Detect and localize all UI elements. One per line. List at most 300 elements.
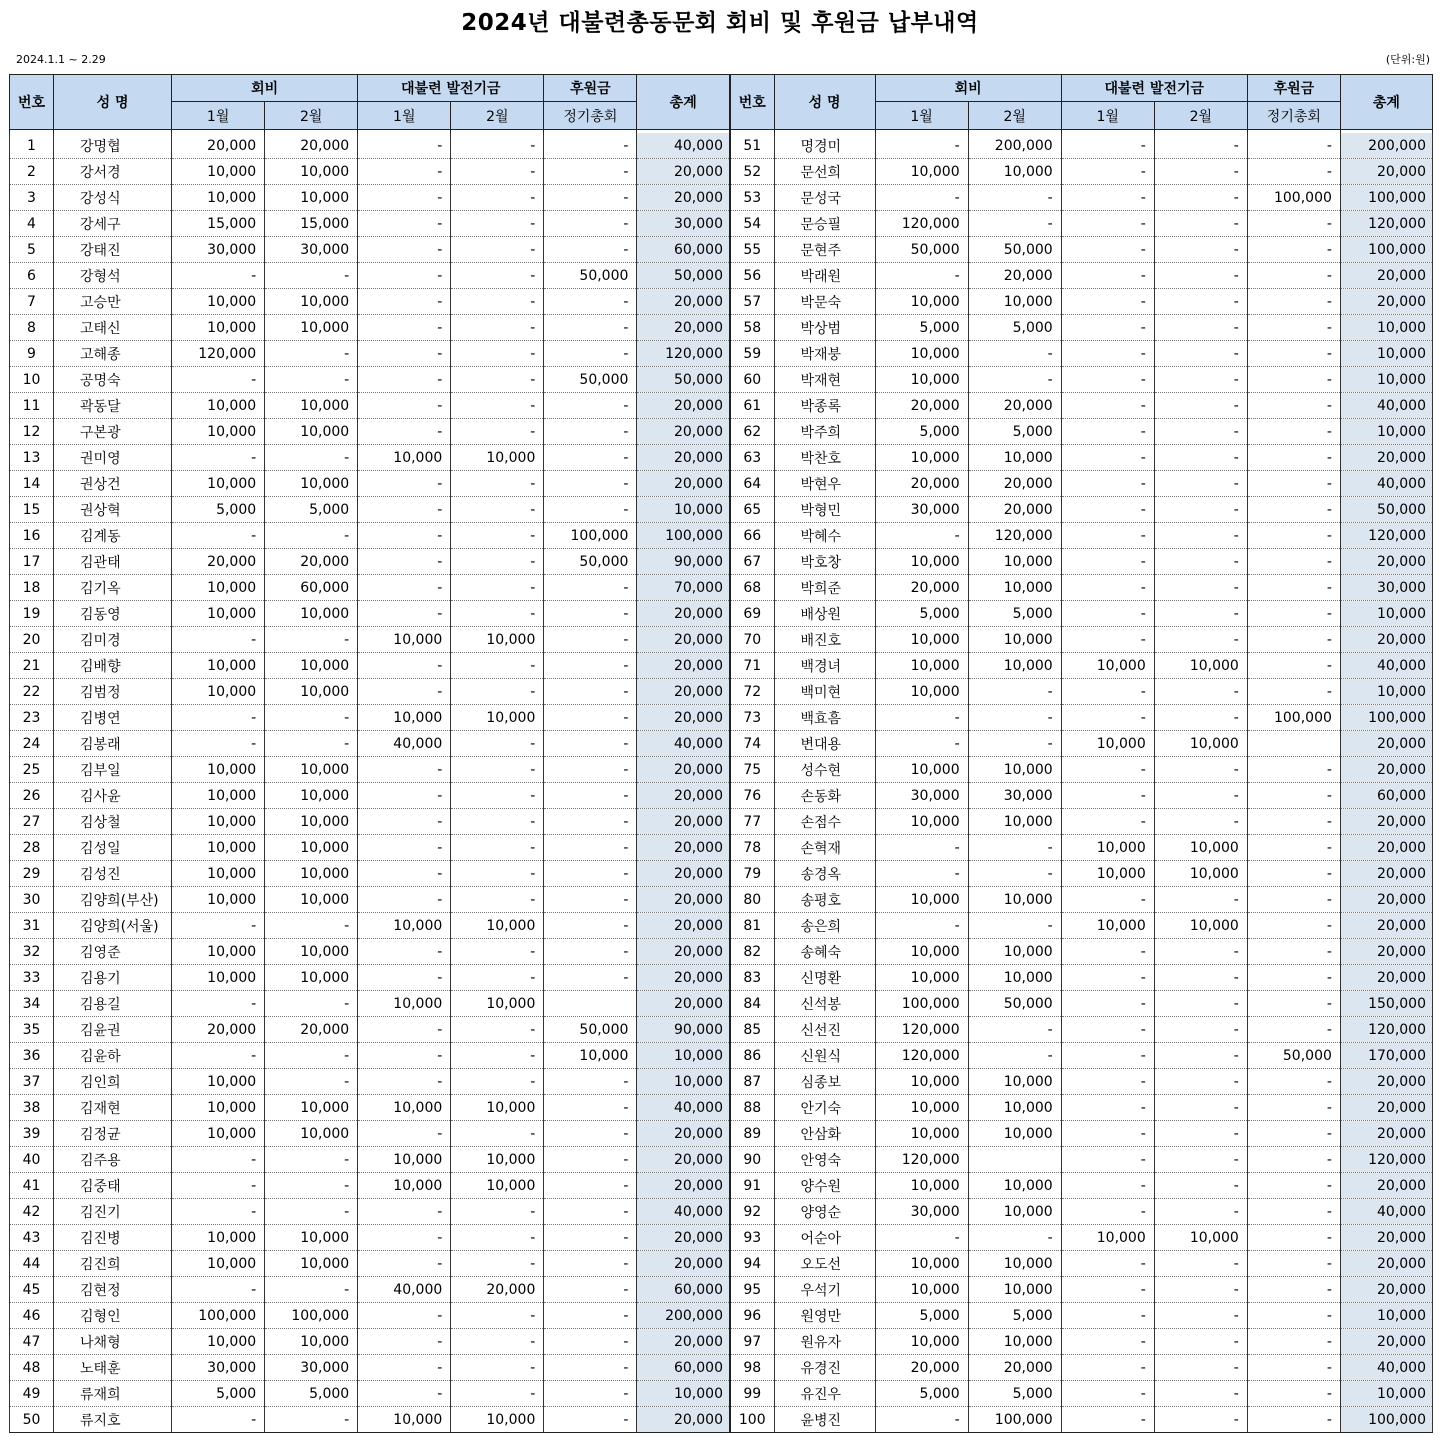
fee-jan: 10,000 — [172, 1069, 265, 1095]
table-row — [10, 341, 1433, 367]
table-row — [10, 523, 1433, 549]
fund-jan: - — [358, 133, 451, 159]
fee-feb: 10,000 — [265, 783, 358, 809]
fund-jan: - — [358, 1355, 451, 1381]
member-name: 문현주 — [774, 237, 875, 263]
fee-jan: 10,000 — [875, 159, 968, 185]
row-number: 81 — [730, 913, 774, 939]
row-number: 52 — [730, 159, 774, 185]
member-name: 백미현 — [774, 679, 875, 705]
member-name: 강세구 — [54, 211, 172, 237]
donation-meeting: 50,000 — [544, 1017, 637, 1043]
row-total: 20,000 — [1340, 263, 1432, 289]
table-row — [10, 887, 1433, 913]
row-number: 24 — [10, 731, 54, 757]
donation-meeting: - — [544, 1225, 637, 1251]
table-row — [10, 393, 1433, 419]
fee-feb: - — [265, 445, 358, 471]
member-name: 유경진 — [774, 1355, 875, 1381]
row-total: 10,000 — [1340, 1303, 1432, 1329]
row-number: 93 — [730, 1225, 774, 1251]
fee-jan: 30,000 — [875, 497, 968, 523]
donation-meeting — [1247, 731, 1340, 757]
row-total: 20,000 — [637, 289, 730, 315]
row-total: 20,000 — [637, 1121, 730, 1147]
fund-jan: - — [358, 185, 451, 211]
row-total: 20,000 — [1340, 731, 1432, 757]
header-donation: 후원금 — [544, 75, 637, 102]
row-total: 200,000 — [637, 1303, 730, 1329]
row-total: 20,000 — [637, 627, 730, 653]
donation-meeting: - — [544, 497, 637, 523]
fee-jan: - — [875, 133, 968, 159]
header-no: 번호 — [730, 75, 774, 130]
table-row — [10, 367, 1433, 393]
fund-jan: - — [1061, 393, 1154, 419]
fund-jan: - — [358, 1329, 451, 1355]
fund-feb: - — [1154, 627, 1247, 653]
table-row — [10, 1381, 1433, 1407]
fund-jan: - — [358, 939, 451, 965]
fund-jan: - — [1061, 211, 1154, 237]
member-name: 김범정 — [54, 679, 172, 705]
fee-feb: - — [265, 341, 358, 367]
fee-jan: 100,000 — [172, 1303, 265, 1329]
donation-meeting: - — [1247, 263, 1340, 289]
row-total: 20,000 — [1340, 1069, 1432, 1095]
fee-feb: - — [968, 679, 1061, 705]
row-number: 59 — [730, 341, 774, 367]
row-total: 20,000 — [1340, 913, 1432, 939]
fund-feb: - — [1154, 1303, 1247, 1329]
fund-jan: 10,000 — [1061, 1225, 1154, 1251]
donation-meeting: - — [1247, 1355, 1340, 1381]
fee-feb: 20,000 — [968, 471, 1061, 497]
row-number: 92 — [730, 1199, 774, 1225]
fee-feb: - — [265, 1043, 358, 1069]
fund-feb: - — [1154, 1355, 1247, 1381]
period-label: 2024.1.1 ~ 2.29 — [16, 53, 106, 66]
fee-jan: 20,000 — [875, 393, 968, 419]
fund-feb: 20,000 — [451, 1277, 544, 1303]
fund-jan: - — [358, 783, 451, 809]
row-number: 97 — [730, 1329, 774, 1355]
header-total: 총계 — [1340, 75, 1432, 130]
fund-jan: - — [358, 1381, 451, 1407]
fund-feb: - — [451, 1043, 544, 1069]
fund-jan: - — [1061, 1251, 1154, 1277]
fund-jan: 10,000 — [1061, 731, 1154, 757]
member-name: 신명환 — [774, 965, 875, 991]
row-total: 40,000 — [637, 133, 730, 159]
fund-feb: - — [451, 965, 544, 991]
row-number: 34 — [10, 991, 54, 1017]
row-number: 67 — [730, 549, 774, 575]
donation-meeting: - — [544, 1147, 637, 1173]
row-total: 40,000 — [1340, 1355, 1432, 1381]
fund-jan: 40,000 — [358, 1277, 451, 1303]
table-row — [10, 757, 1433, 783]
donation-meeting: - — [544, 783, 637, 809]
table-row — [10, 1043, 1433, 1069]
row-total: 20,000 — [637, 1225, 730, 1251]
fee-jan: 50,000 — [875, 237, 968, 263]
member-name: 김진기 — [54, 1199, 172, 1225]
donation-meeting: - — [544, 1355, 637, 1381]
row-number: 9 — [10, 341, 54, 367]
row-total: 20,000 — [1340, 1173, 1432, 1199]
member-name: 명경미 — [774, 133, 875, 159]
fee-jan: 10,000 — [172, 159, 265, 185]
fund-feb: - — [451, 341, 544, 367]
table-row — [10, 133, 1433, 159]
fee-feb: - — [968, 913, 1061, 939]
fund-feb: - — [451, 809, 544, 835]
row-total: 20,000 — [637, 315, 730, 341]
donation-meeting: - — [544, 757, 637, 783]
fund-feb: - — [451, 159, 544, 185]
donation-meeting: - — [544, 133, 637, 159]
fund-jan: - — [1061, 783, 1154, 809]
member-name: 송경옥 — [774, 861, 875, 887]
fund-feb: - — [451, 263, 544, 289]
fund-jan: - — [358, 419, 451, 445]
fee-feb: - — [265, 523, 358, 549]
table-row — [10, 965, 1433, 991]
member-name: 안기숙 — [774, 1095, 875, 1121]
donation-meeting: - — [544, 159, 637, 185]
row-total: 170,000 — [1340, 1043, 1432, 1069]
table-row — [10, 1199, 1433, 1225]
fee-jan: 20,000 — [875, 1355, 968, 1381]
fee-feb: 10,000 — [265, 1095, 358, 1121]
fund-jan: - — [1061, 497, 1154, 523]
donation-meeting: 50,000 — [1247, 1043, 1340, 1069]
fund-jan: - — [1061, 445, 1154, 471]
row-total: 120,000 — [1340, 1147, 1432, 1173]
header-fund-jan: 1월 — [1061, 102, 1154, 130]
fund-feb: - — [1154, 1043, 1247, 1069]
member-name: 원영만 — [774, 1303, 875, 1329]
member-name: 신선진 — [774, 1017, 875, 1043]
row-total: 10,000 — [1340, 367, 1432, 393]
row-number: 29 — [10, 861, 54, 887]
donation-meeting: - — [1247, 1121, 1340, 1147]
row-total: 40,000 — [1340, 1199, 1432, 1225]
fee-feb: - — [968, 211, 1061, 237]
fee-feb: 20,000 — [968, 263, 1061, 289]
row-number: 42 — [10, 1199, 54, 1225]
fund-jan: - — [1061, 159, 1154, 185]
row-number: 85 — [730, 1017, 774, 1043]
fee-jan: 20,000 — [172, 133, 265, 159]
fund-jan: - — [1061, 1355, 1154, 1381]
row-number: 69 — [730, 601, 774, 627]
row-number: 84 — [730, 991, 774, 1017]
row-total: 20,000 — [637, 185, 730, 211]
table-row — [10, 1225, 1433, 1251]
member-name: 김형인 — [54, 1303, 172, 1329]
member-name: 송평호 — [774, 887, 875, 913]
row-number: 8 — [10, 315, 54, 341]
fund-jan: - — [1061, 1303, 1154, 1329]
donation-meeting: - — [544, 185, 637, 211]
table-row — [10, 211, 1433, 237]
fund-feb: - — [451, 1381, 544, 1407]
fee-feb: 10,000 — [968, 549, 1061, 575]
row-total: 100,000 — [1340, 185, 1432, 211]
fund-jan: - — [1061, 341, 1154, 367]
fee-jan: 10,000 — [875, 887, 968, 913]
row-number: 76 — [730, 783, 774, 809]
fund-jan: - — [1061, 367, 1154, 393]
row-number: 79 — [730, 861, 774, 887]
member-name: 박주희 — [774, 419, 875, 445]
donation-meeting: - — [1247, 367, 1340, 393]
fee-jan: 10,000 — [875, 653, 968, 679]
member-name: 강형석 — [54, 263, 172, 289]
donation-meeting: 50,000 — [544, 367, 637, 393]
row-total: 10,000 — [1340, 679, 1432, 705]
fund-feb: - — [1154, 1173, 1247, 1199]
member-name: 문승필 — [774, 211, 875, 237]
fund-jan: - — [1061, 757, 1154, 783]
table-row — [10, 939, 1433, 965]
fund-feb: - — [451, 133, 544, 159]
row-number: 78 — [730, 835, 774, 861]
fee-feb: - — [968, 341, 1061, 367]
fee-jan: 10,000 — [875, 757, 968, 783]
fee-jan: 5,000 — [875, 419, 968, 445]
donation-meeting: 100,000 — [1247, 185, 1340, 211]
row-number: 71 — [730, 653, 774, 679]
fund-feb: - — [451, 1069, 544, 1095]
donation-meeting: - — [1247, 809, 1340, 835]
row-number: 47 — [10, 1329, 54, 1355]
member-name: 김관태 — [54, 549, 172, 575]
member-name: 류재희 — [54, 1381, 172, 1407]
table-row — [10, 1355, 1433, 1381]
fund-feb: - — [1154, 991, 1247, 1017]
member-name: 변대용 — [774, 731, 875, 757]
row-total: 20,000 — [637, 991, 730, 1017]
fee-jan: 10,000 — [172, 783, 265, 809]
row-number: 6 — [10, 263, 54, 289]
fee-feb: 10,000 — [265, 1121, 358, 1147]
member-name: 김정균 — [54, 1121, 172, 1147]
row-number: 60 — [730, 367, 774, 393]
row-number: 40 — [10, 1147, 54, 1173]
table-row — [10, 731, 1433, 757]
fee-jan: - — [172, 705, 265, 731]
row-total: 200,000 — [1340, 133, 1432, 159]
member-name: 강태진 — [54, 237, 172, 263]
fund-feb: 10,000 — [451, 1147, 544, 1173]
fund-feb: 10,000 — [451, 627, 544, 653]
fee-feb: 10,000 — [265, 419, 358, 445]
fee-jan: 10,000 — [172, 1121, 265, 1147]
fee-feb: 10,000 — [968, 1121, 1061, 1147]
member-name: 고태신 — [54, 315, 172, 341]
row-number: 87 — [730, 1069, 774, 1095]
fee-feb: - — [265, 367, 358, 393]
fee-feb: 50,000 — [968, 237, 1061, 263]
member-name: 박재현 — [774, 367, 875, 393]
fee-feb: 5,000 — [265, 497, 358, 523]
table-row — [10, 1251, 1433, 1277]
row-total: 20,000 — [1340, 1225, 1432, 1251]
row-number: 4 — [10, 211, 54, 237]
donation-meeting: - — [1247, 1277, 1340, 1303]
row-number: 35 — [10, 1017, 54, 1043]
fee-jan: 10,000 — [172, 601, 265, 627]
donation-meeting: - — [1247, 679, 1340, 705]
donation-meeting: - — [544, 1095, 637, 1121]
row-total: 20,000 — [1340, 1329, 1432, 1355]
fee-feb: 10,000 — [265, 757, 358, 783]
donation-meeting: - — [1247, 1329, 1340, 1355]
fund-jan: - — [1061, 679, 1154, 705]
row-number: 70 — [730, 627, 774, 653]
fee-feb: 10,000 — [968, 1095, 1061, 1121]
row-number: 55 — [730, 237, 774, 263]
fee-feb: 60,000 — [265, 575, 358, 601]
row-total: 100,000 — [637, 523, 730, 549]
fee-feb: 20,000 — [265, 1017, 358, 1043]
donation-meeting: - — [544, 731, 637, 757]
fund-feb: - — [451, 185, 544, 211]
fund-feb: 10,000 — [451, 445, 544, 471]
row-total: 20,000 — [1340, 965, 1432, 991]
fund-jan: 10,000 — [358, 913, 451, 939]
donation-meeting: - — [544, 1251, 637, 1277]
fund-jan: - — [1061, 939, 1154, 965]
row-total: 20,000 — [637, 419, 730, 445]
fund-jan: - — [1061, 1069, 1154, 1095]
donation-meeting: - — [1247, 549, 1340, 575]
fund-jan: - — [1061, 419, 1154, 445]
unit-label: (단위:원) — [1385, 53, 1430, 66]
fund-jan: - — [1061, 809, 1154, 835]
fund-jan: 10,000 — [358, 991, 451, 1017]
fund-jan: - — [358, 1043, 451, 1069]
row-total: 40,000 — [1340, 653, 1432, 679]
fee-feb: 10,000 — [968, 159, 1061, 185]
donation-meeting: - — [1247, 211, 1340, 237]
donation-meeting: - — [544, 965, 637, 991]
fee-jan: 10,000 — [172, 471, 265, 497]
donation-meeting: - — [1247, 757, 1340, 783]
fund-jan: 40,000 — [358, 731, 451, 757]
fund-feb: - — [1154, 1407, 1247, 1433]
table-row — [10, 1329, 1433, 1355]
fund-feb: - — [1154, 705, 1247, 731]
fund-feb: - — [451, 1303, 544, 1329]
donation-meeting: - — [544, 1069, 637, 1095]
row-total: 20,000 — [1340, 445, 1432, 471]
row-number: 12 — [10, 419, 54, 445]
fund-jan: - — [358, 1017, 451, 1043]
member-name: 성수현 — [774, 757, 875, 783]
fund-feb: - — [1154, 211, 1247, 237]
fee-jan: 10,000 — [172, 835, 265, 861]
row-number: 14 — [10, 471, 54, 497]
fund-feb: - — [1154, 939, 1247, 965]
member-name: 김양희(부산) — [54, 887, 172, 913]
donation-meeting: - — [544, 393, 637, 419]
fund-feb: 10,000 — [451, 913, 544, 939]
row-total: 20,000 — [1340, 549, 1432, 575]
header-fund-jan: 1월 — [358, 102, 451, 130]
donation-meeting: - — [1247, 523, 1340, 549]
fee-feb: - — [265, 1407, 358, 1433]
donation-meeting: 10,000 — [544, 1043, 637, 1069]
fee-feb: 5,000 — [968, 1303, 1061, 1329]
member-name: 김양희(서울) — [54, 913, 172, 939]
row-total: 100,000 — [1340, 1407, 1432, 1433]
fee-jan: 10,000 — [172, 575, 265, 601]
fee-jan: - — [172, 1407, 265, 1433]
fund-jan: - — [358, 679, 451, 705]
fund-jan: - — [358, 211, 451, 237]
header-name: 성 명 — [774, 75, 875, 130]
donation-meeting: - — [544, 237, 637, 263]
fund-feb: - — [451, 887, 544, 913]
row-total: 60,000 — [1340, 783, 1432, 809]
fee-jan: 10,000 — [172, 289, 265, 315]
row-total: 20,000 — [637, 965, 730, 991]
fee-jan: - — [875, 1407, 968, 1433]
fund-feb: - — [1154, 341, 1247, 367]
fund-feb: 10,000 — [451, 1095, 544, 1121]
fee-feb: 10,000 — [265, 1251, 358, 1277]
fee-jan: 120,000 — [875, 1147, 968, 1173]
donation-meeting: - — [544, 341, 637, 367]
donation-meeting: 100,000 — [544, 523, 637, 549]
donation-meeting: - — [1247, 133, 1340, 159]
fee-feb: 5,000 — [265, 1381, 358, 1407]
header-fund-feb: 2월 — [1154, 102, 1247, 130]
table-row — [10, 1277, 1433, 1303]
donation-meeting: - — [1247, 471, 1340, 497]
fund-feb: - — [1154, 1381, 1247, 1407]
member-name: 원유자 — [774, 1329, 875, 1355]
fee-jan: 120,000 — [875, 211, 968, 237]
donation-meeting: - — [1247, 289, 1340, 315]
fee-jan: 15,000 — [172, 211, 265, 237]
fund-feb: 10,000 — [1154, 1225, 1247, 1251]
row-number: 45 — [10, 1277, 54, 1303]
table-row — [10, 1017, 1433, 1043]
fee-jan: 5,000 — [875, 1303, 968, 1329]
fund-feb: - — [1154, 1251, 1247, 1277]
fund-feb: - — [451, 1199, 544, 1225]
table-row — [10, 653, 1433, 679]
donation-meeting: - — [544, 1329, 637, 1355]
row-number: 21 — [10, 653, 54, 679]
fee-feb: 100,000 — [968, 1407, 1061, 1433]
fund-feb: - — [451, 419, 544, 445]
member-name: 문선희 — [774, 159, 875, 185]
fund-feb: - — [1154, 809, 1247, 835]
fee-feb: 10,000 — [968, 809, 1061, 835]
fee-jan: - — [172, 367, 265, 393]
donation-meeting: - — [1247, 341, 1340, 367]
fund-feb: - — [451, 835, 544, 861]
fund-jan: - — [1061, 1199, 1154, 1225]
member-name: 노태훈 — [54, 1355, 172, 1381]
row-number: 27 — [10, 809, 54, 835]
